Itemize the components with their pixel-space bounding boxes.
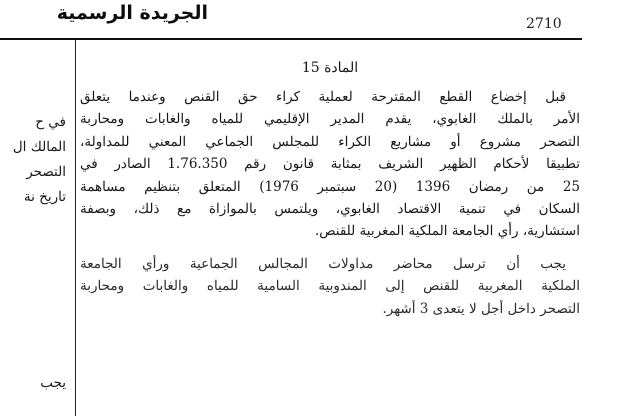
paragraph-line: قبل إخضاع القطع المقترحة لعملية كراء حق القنص وعندما يتعلق [80, 89, 566, 105]
paragraph-line: 25 من رمضان 1396 (20 سبتمبر 1976) المتعلق بتنظيم مساهمة [80, 178, 580, 195]
left-column-line: التصحر [26, 164, 66, 180]
left-column-line: المالك ال [12, 139, 66, 155]
article-paragraph-2 [80, 253, 580, 320]
article-body [80, 86, 580, 330]
left-column-line: في ح [35, 114, 66, 130]
paragraph-line: يجب أن ترسل محاضر مداولات المجالس الجماعية ورأي الجامعة [80, 255, 566, 272]
paragraph-line: استشارية، رأي الجامعة الملكية المغربية للقنص. [314, 223, 580, 240]
left-column-fragment [0, 110, 66, 210]
journal-title: الجريدة الرسمية [56, 2, 208, 24]
column-divider [75, 40, 76, 416]
paragraph-line: تطبيقا لأحكام الظهير الشريف بمثابة قانون رقم 1.76.350 الصادر في [80, 156, 580, 173]
article-title: المادة 15 [301, 60, 359, 76]
header-rule [0, 38, 582, 40]
paragraph-line: التصحر داخل أجل لا يتعدى 3 أشهر. [382, 300, 580, 317]
paragraph-line: التصحر مشروع أو مشاريع الكراء للمجلس الجماعي المعني للمداولة، [80, 133, 580, 150]
article-paragraph-1 [80, 86, 580, 243]
left-column-tail: يجب [40, 375, 66, 391]
page-header [0, 0, 638, 44]
paragraph-line: الأمر بالملك الغابوي، يقدم المدير الإقليمي للمياه والغابات ومحاربة [80, 111, 580, 128]
paragraph-line: الملكية المغربية للقنص إلى المندوبية السامية للمياه والغابات ومحاربة [80, 278, 580, 295]
paragraph-line: السكان في تنمية الاقتصاد الغابوي، ويلتمس بالموازاة مع ذلك، وبصفة [80, 201, 580, 218]
left-column-line: تاريخ نة [23, 189, 66, 205]
page-number: 2710 [526, 16, 562, 32]
